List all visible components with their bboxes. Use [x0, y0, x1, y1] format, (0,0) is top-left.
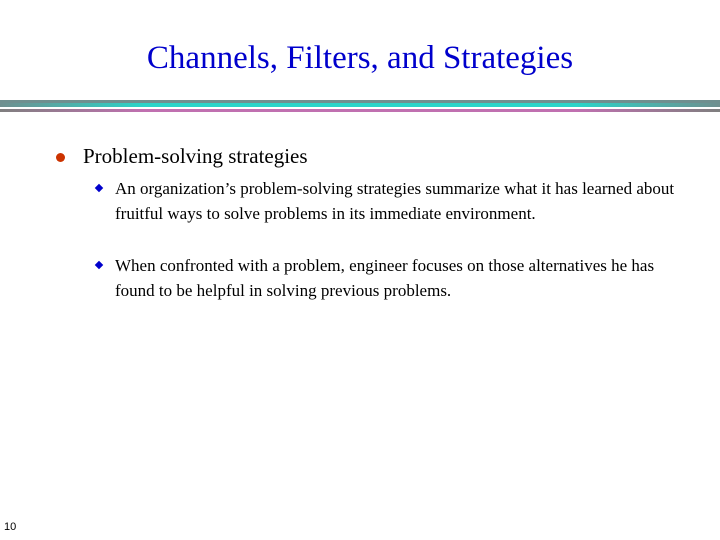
bullet-level2-text: An organization’s problem-solving strategies summarize what it has learned about fruitful ways to solve problems in its immediate environment.: [115, 179, 675, 223]
bullet-level1-text: Problem-solving strategies: [83, 144, 308, 168]
dot-bullet-icon: [56, 153, 65, 162]
diamond-bullet-icon: [95, 261, 103, 269]
slide-title: Channels, Filters, and Strategies: [146, 40, 574, 76]
diamond-bullet-icon: [95, 184, 103, 192]
page-number: 10: [4, 521, 17, 533]
bullet-level2-text: When confronted with a problem, engineer focuses on those alternatives he has found to be helpful in solving previous problems.: [115, 256, 655, 300]
